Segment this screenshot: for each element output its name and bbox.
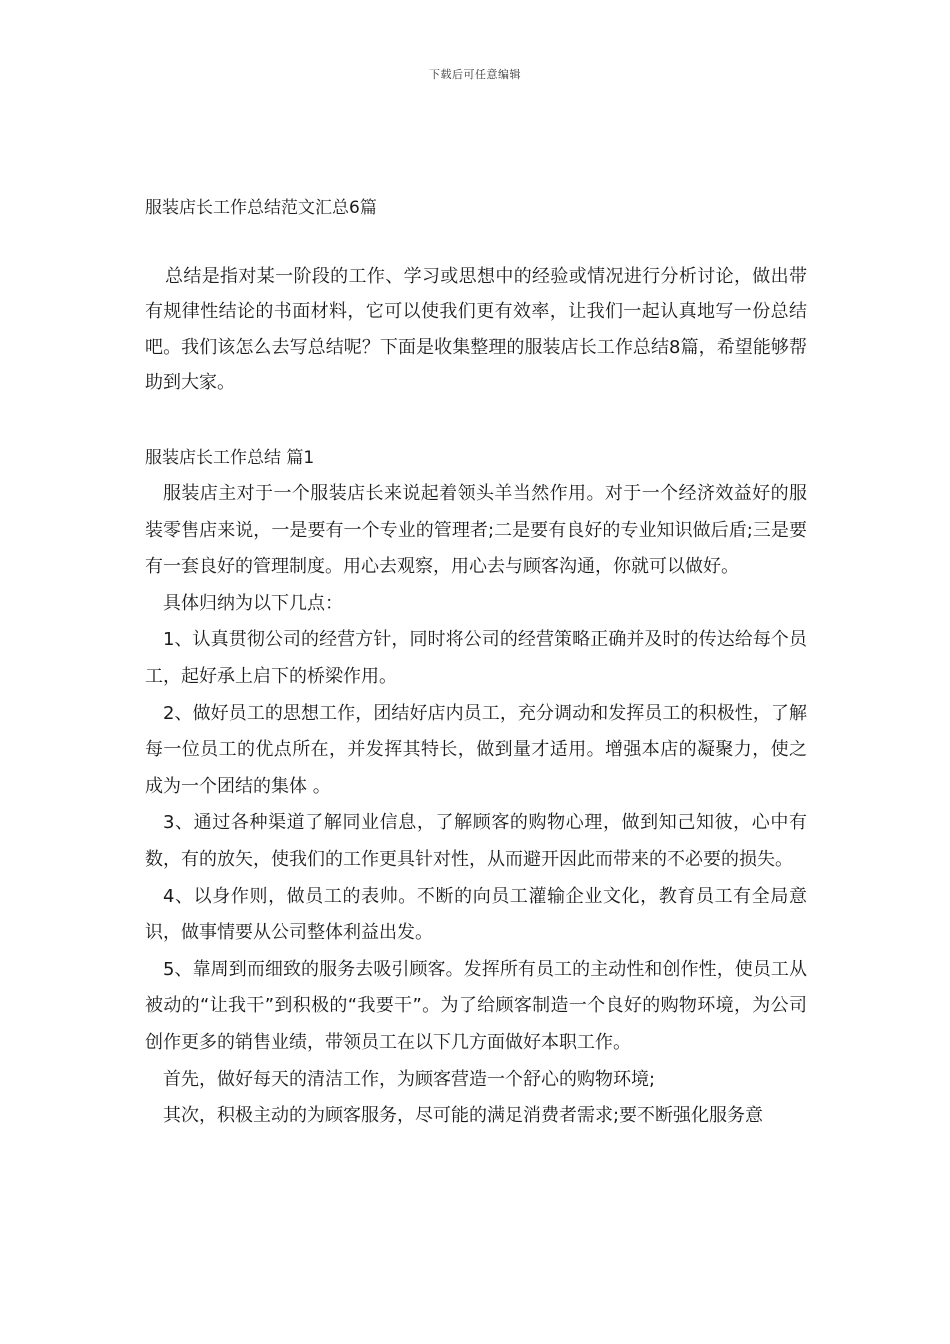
intro-paragraph: 总结是指对某一阶段的工作、学习或思想中的经验或情况进行分析讨论，做出带有规律性结论的书面材料，它可以使我们更有效率，让我们一起认真地写一份总结吧。我们该怎么去写总结呢？下面是收集整理的服装店长工作总结8篇，希望能够帮助到大家。 xyxy=(145,266,807,393)
section-title: 服装店长工作总结 篇1 xyxy=(145,448,315,468)
paragraph-point-3: 3、通过各种渠道了解同业信息，了解顾客的购物心理，做到知己知彼，心中有数，有的放矢，使我们的工作更具针对性，从而避开因此而带来的不必要的损失。 xyxy=(145,812,807,870)
paragraph-opening: 服装店主对于一个服装店长来说起着领头羊当然作用。对于一个经济效益好的服装零售店来说，一是要有一个专业的管理者;二是要有良好的专业知识做后盾;三是要有一套良好的管理制度。用心去观察，用心去与顾客沟通，你就可以做好。 xyxy=(145,483,807,578)
header-note: 下载后可任意编辑 xyxy=(429,68,521,81)
document-title: 服装店长工作总结范文汇总6篇 xyxy=(145,198,377,218)
section-body xyxy=(145,476,807,1135)
intro-block xyxy=(145,259,807,400)
paragraph-summary-lead: 具体归纳为以下几点： xyxy=(163,592,343,614)
paragraph-point-2: 2、做好员工的思想工作，团结好店内员工，充分调动和发挥员工的积极性，了解每一位员工的优点所在，并发挥其特长，做到量才适用。增强本店的凝聚力，使之成为一个团结的集体 。 xyxy=(145,702,807,797)
paragraph-first: 首先，做好每天的清洁工作，为顾客营造一个舒心的购物环境; xyxy=(163,1068,656,1090)
paragraph-point-5: 5、靠周到而细致的服务去吸引顾客。发挥所有员工的主动性和创作性，使员工从被动的“让我干”到积极的“我要干”。为了给顾客制造一个良好的购物环境，为公司创作更多的销售业绩，带领员工在以下几方面做好本职工作。 xyxy=(145,958,807,1053)
paragraph-second: 其次，积极主动的为顾客服务，尽可能的满足消费者需求;要不断强化服务意 xyxy=(163,1105,764,1127)
paragraph-point-1: 1、认真贯彻公司的经营方针，同时将公司的经营策略正确并及时的传达给每个员工，起好承上启下的桥梁作用。 xyxy=(145,629,807,687)
paragraph-point-4: 4、以身作则，做员工的表帅。不断的向员工灌输企业文化，教育员工有全局意识，做事情要从公司整体利益出发。 xyxy=(145,885,807,944)
